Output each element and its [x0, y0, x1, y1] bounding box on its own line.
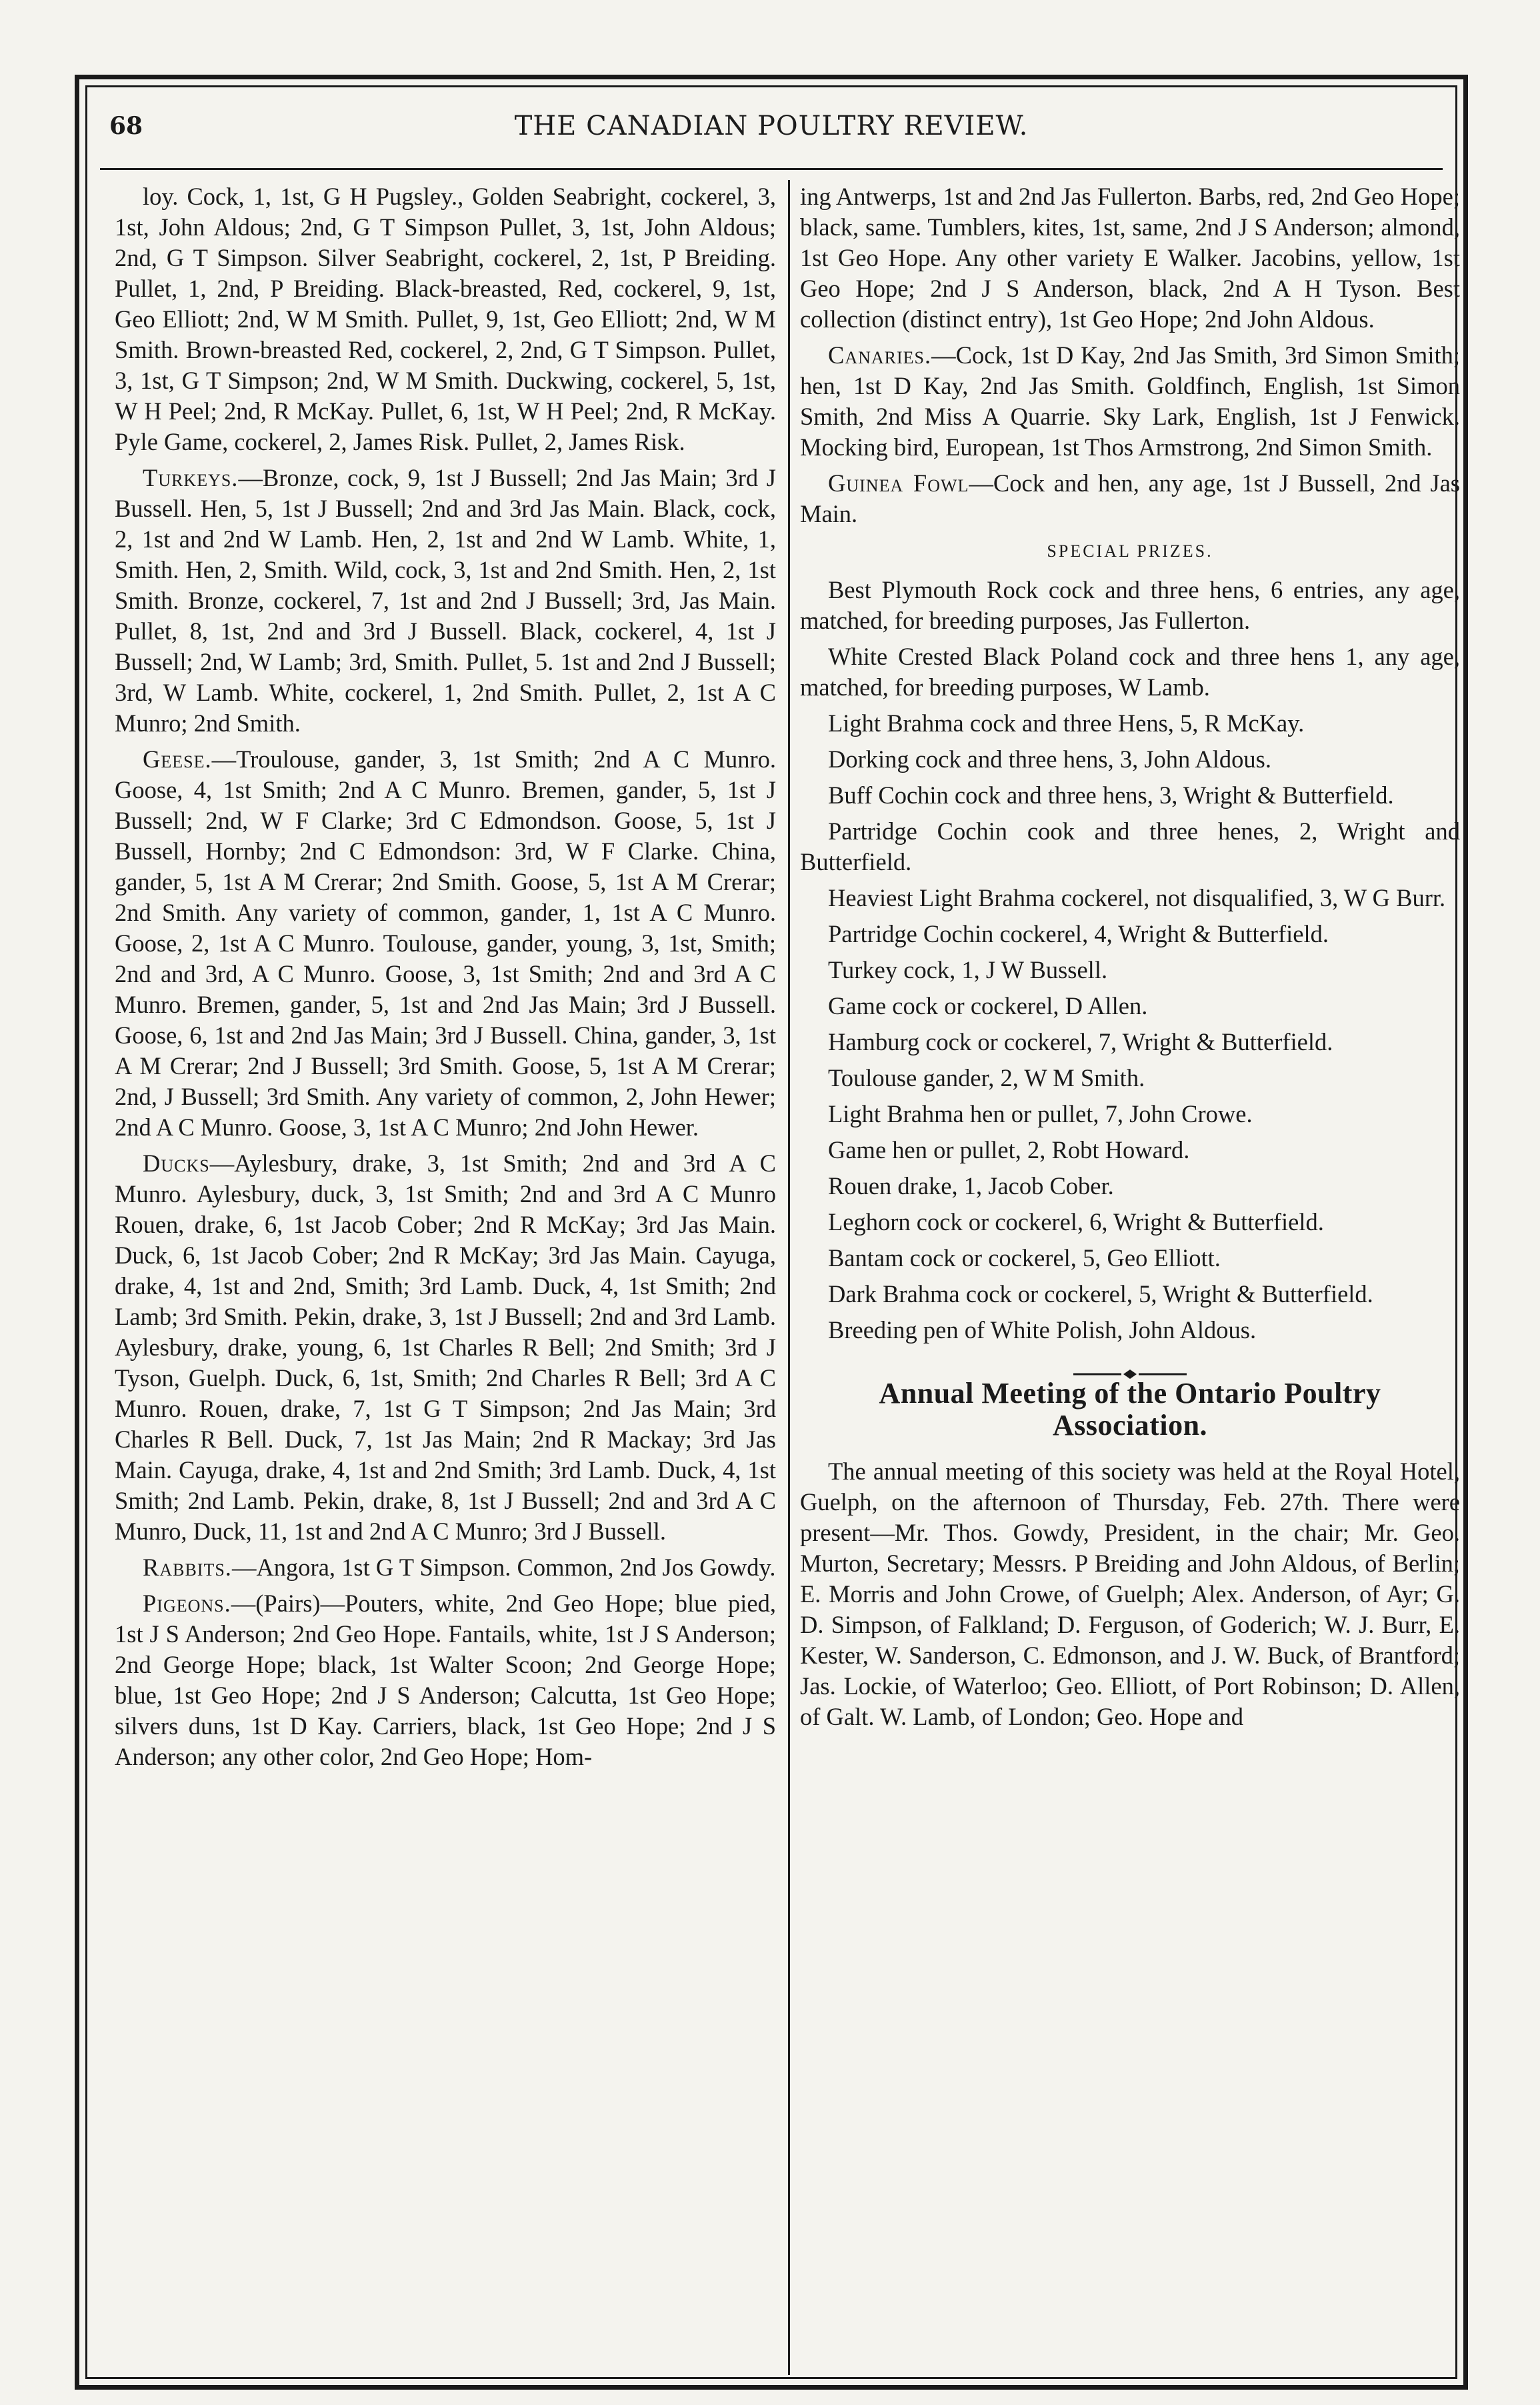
special-prize-item: Rouen drake, 1, Jacob Cober.	[828, 1172, 1114, 1199]
section-lead: Turkeys.	[143, 464, 239, 491]
section-lead: Pigeons.	[143, 1590, 231, 1617]
special-prize-item: Partridge Cochin cook and three henes, 2, Wright and Butterfield.	[800, 817, 1460, 875]
column-divider	[788, 180, 790, 2375]
page-header	[100, 107, 1443, 153]
section-lead: Geese.	[143, 745, 212, 773]
special-prize-item: Buff Cochin cock and three hens, 3, Wright & Butterfield.	[828, 781, 1394, 809]
section-lead: Guinea Fowl	[828, 469, 969, 497]
special-prizes-list	[800, 575, 1460, 1346]
special-prize-item: Best Plymouth Rock cock and three hens, 6 entries, any age, matched, for breeding purposes, Jas Fullerton.	[800, 576, 1460, 634]
special-prize-item: Game hen or pullet, 2, Robt Howard.	[828, 1136, 1190, 1163]
special-prize-item: Partridge Cochin cockerel, 4, Wright & Butterfield.	[828, 920, 1329, 947]
section-lead: Rabbits.	[143, 1554, 232, 1581]
pigeons-continued-paragraph: ing Antwerps, 1st and 2nd Jas Fullerton. Barbs, red, 2nd Geo Hope; black, same. Tumblers, kites, 1st, same, 2nd J S Anderson; almond, 1st Geo Hope. Any other variety E Walker. Jacobins, yellow, 1st Geo Hope; 2nd J S Anderson, black, 2nd A H Tyson. Best collection (distinct entry), 1st Geo Hope; 2nd John Aldous.	[800, 183, 1460, 333]
special-prize-item: Dark Brahma cock or cockerel, 5, Wright & Butterfield.	[828, 1280, 1373, 1308]
special-prize-item: Light Brahma cock and three Hens, 5, R McKay.	[828, 709, 1305, 737]
special-prize-item: White Crested Black Poland cock and three hens 1, any age, matched, for breeding purposes, W Lamb.	[800, 643, 1460, 701]
section-ornament	[800, 1358, 1460, 1371]
turkeys-paragraph: Turkeys.—Bronze, cock, 9, 1st J Bussell; 2nd Jas Main; 3rd J Bussell. Hen, 5, 1st J Bussell; 2nd and 3rd Jas Main. Black, cock, 2, 1st and 2nd W Lamb. Hen, 2, 1st and 2nd W Lamb. White, 1, Smith. Hen, 2, Smith. Wild, cock, 3, 1st and 2nd Smith. Hen, 2, 1st Smith. Bronze, cockerel, 7, 1st and 2nd J Bussell; 3rd, Jas Main. Pullet, 8, 1st, 2nd and 3rd J Bussell. Black, cockerel, 4, 1st J Bussell; 2nd, W Lamb; 3rd, Smith. Pullet, 5. 1st and 2nd J Bussell; 3rd, W Lamb. White, cockerel, 1, 2nd Smith. Pullet, 2, 1st A C Munro; 2nd Smith.	[115, 464, 776, 737]
section-lead: Ducks	[143, 1149, 210, 1177]
special-prize-item: Game cock or cockerel, D Allen.	[828, 992, 1148, 1019]
right-column	[800, 181, 1460, 2375]
special-prize-item: Breeding pen of White Polish, John Aldous.	[828, 1316, 1257, 1344]
guinea-fowl-paragraph: Guinea Fowl—Cock and hen, any age, 1st J Bussell, 2nd Jas Main.	[800, 469, 1460, 527]
left-column	[115, 181, 776, 2375]
geese-paragraph: Geese.—Troulouse, gander, 3, 1st Smith; 2nd A C Munro. Goose, 4, 1st Smith; 2nd A C Munro. Bremen, gander, 5, 1st J Bussell; 2nd, W F Clarke; 3rd C Edmondson. Goose, 5, 1st J Bussell, Hornby; 2nd C Edmondson: 3rd, W F Clarke. China, gander, 5, 1st A M Crerar; 2nd Smith. Goose, 5, 1st A M Crerar; 2nd Smith. Any variety of common, gander, 1, 1st A C Munro. Goose, 2, 1st A C Munro. Toulouse, gander, young, 3, 1st, Smith; 2nd and 3rd, A C Munro. Goose, 3, 1st Smith; 2nd and 3rd A C Munro. Bremen, gander, 5, 1st and 2nd Jas Main; 3rd J Bussell. Goose, 6, 1st and 2nd Jas Main; 3rd J Bussell. China, gander, 3, 1st A M Crerar; 2nd J Bussell; 3rd Smith. Goose, 5, 1st A M Crerar; 2nd, J Bussell; 3rd Smith. Any variety of common, 2, John Hewer; 2nd A C Munro. Goose, 3, 1st A C Munro; 2nd John Hewer.	[115, 745, 776, 1141]
pigeons-paragraph: Pigeons.—(Pairs)—Pouters, white, 2nd Geo Hope; blue pied, 1st J S Anderson; 2nd Geo Hope. Fantails, white, 1st J S Anderson; 2nd George Hope; black, 1st Walter Scoon; 2nd George Hope; blue, 1st Geo Hope; 2nd J S Anderson; Calcutta, 1st Geo Hope; silvers duns, 1st D Kay. Carriers, black, 1st Geo Hope; 2nd J S Anderson; any other color, 2nd Geo Hope; Hom-	[115, 1590, 776, 1770]
canaries-paragraph: Canaries.—Cock, 1st D Kay, 2nd Jas Smith, 3rd Simon Smith; hen, 1st D Kay, 2nd Jas Smith. Goldfinch, English, 1st Simon Smith, 2nd Miss A Quarrie. Sky Lark, English, 1st J Fenwick. Mocking bird, European, 1st Thos Armstrong, 2nd Simon Smith.	[800, 341, 1460, 461]
article-title: Annual Meeting of the Ontario Poultry Association.	[879, 1377, 1381, 1442]
special-prize-item: Light Brahma hen or pullet, 7, John Crowe.	[828, 1100, 1253, 1127]
special-prize-item: Leghorn cock or cockerel, 6, Wright & Butterfield.	[828, 1208, 1324, 1236]
rabbits-paragraph: Rabbits.—Angora, 1st G T Simpson. Common, 2nd Jos Gowdy.	[143, 1554, 776, 1581]
running-title: THE CANADIAN POULTRY REVIEW.	[514, 111, 1029, 141]
page-number: 68	[109, 112, 143, 140]
section-lead: Canaries.	[828, 341, 932, 369]
special-prize-item: Toulouse gander, 2, W M Smith.	[828, 1064, 1145, 1091]
article-body: The annual meeting of this society was held at the Royal Hotel, Guelph, on the afternoon of Thursday, Feb. 27th. There were present—Mr. Thos. Gowdy, President, in the chair; Mr. Geo. Murton, Secretary; Messrs. P Breiding and John Aldous, of Berlin; E. Morris and John Crowe, of Guelph; Alex. Anderson, of Ayr; G. D. Simpson, of Falkland; D. Ferguson, of Goderich; W. J. Burr, E. Kester, W. Sanderson, C. Edmonson, and J. W. Buck, of Brantford; Jas. Lockie, of Waterloo; Geo. Elliott, of Port Robinson; D. Allen, of Galt. W. Lamb, of London; Geo. Hope and	[800, 1458, 1460, 1730]
special-prize-item: Heaviest Light Brahma cockerel, not disqualified, 3, W G Burr.	[828, 884, 1446, 911]
special-prize-item: Bantam cock or cockerel, 5, Geo Elliott.	[828, 1244, 1221, 1272]
special-prize-item: Turkey cock, 1, J W Bussell.	[828, 956, 1108, 983]
special-prize-item: Hamburg cock or cockerel, 7, Wright & Butterfield.	[828, 1028, 1333, 1055]
header-rule	[100, 168, 1443, 170]
show-results-paragraph: loy. Cock, 1, 1st, G H Pugsley., Golden Seabright, cockerel, 3, 1st, John Aldous; 2nd, G T Simpson Pullet, 3, 1st, John Aldous; 2nd, G T Simpson. Silver Seabright, cockerel, 2, 1st, P Breiding. Pullet, 1, 2nd, P Breiding. Black-breasted, Red, cockerel, 9, 1st, Geo Elliott; 2nd, W M Smith. Pullet, 9, 1st, Geo Elliott; 2nd, W M Smith. Brown-breasted Red, cockerel, 2, 2nd, G T Simpson. Pullet, 3, 1st, G T Simpson; 2nd, W M Smith. Duckwing, cockerel, 5, 1st, W H Peel; 2nd, R McKay. Pullet, 6, 1st, W H Peel; 2nd, R McKay. Pyle Game, cockerel, 2, James Risk. Pullet, 2, James Risk.	[115, 183, 776, 455]
special-prize-item: Dorking cock and three hens, 3, John Aldous.	[828, 745, 1272, 773]
special-prizes-heading: SPECIAL PRIZES.	[1047, 541, 1213, 561]
ducks-paragraph: Ducks—Aylesbury, drake, 3, 1st Smith; 2nd and 3rd A C Munro. Aylesbury, duck, 3, 1st Smith; 2nd and 3rd A C Munro Rouen, drake, 6, 1st Jacob Cober; 2nd R McKay; 3rd Jas Main. Duck, 6, 1st Jacob Cober; 2nd R McKay; 3rd Jas Main. Cayuga, drake, 4, 1st and 2nd, Smith; 3rd Lamb. Duck, 4, 1st Smith; 2nd Lamb; 3rd Smith. Pekin, drake, 3, 1st J Bussell; 2nd and 3rd Lamb. Aylesbury, drake, young, 6, 1st Charles R Bell; 2nd Smith; 3rd J Tyson, Guelph. Duck, 6, 1st, Smith; 2nd Charles R Bell; 3rd A C Munro. Rouen, drake, 7, 1st G T Simpson; 2nd Jas Main; 3rd Charles R Bell. Duck, 7, 1st Jas Main; 2nd R Mackay; 3rd Jas Main. Cayuga, drake, 4, 1st and 2nd Smith; 3rd Lamb. Duck, 4, 1st Smith; 2nd Lamb. Pekin, drake, 8, 1st J Bussell; 2nd and 3rd A C Munro, Duck, 11, 1st and 2nd A C Munro; 3rd J Bussell.	[115, 1149, 776, 1545]
